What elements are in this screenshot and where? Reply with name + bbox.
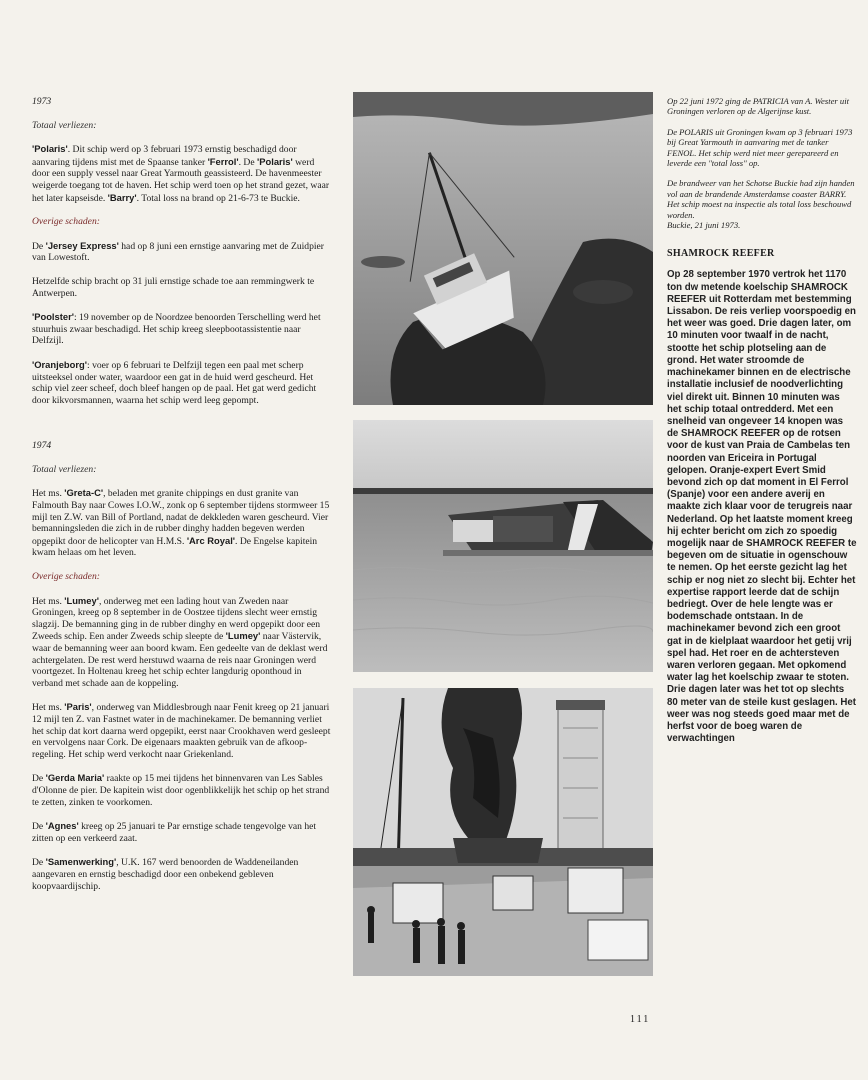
text-run: , onderweg van Middlesbrough naar Fenit kreeg op 21 januari 12 mijl ten Z. van Fastnet water in de machinekamer. De bemanning verliet het schip dat kort daarna werd opgepikt, eerst naar Crookhaven werd gesleept en vervolgens naar Cork. De eigenaars maakten gebruik van de afkoop-regeling. Het schip werd verkocht naar Griekenland.: [32, 702, 331, 760]
ship-name: 'Gerda Maria': [45, 772, 105, 784]
text-run: Het ms.: [32, 702, 65, 714]
text-run: , U.K. 167 werd benoorden de Waddeneilanden aangevaren en ernstig beschadigd door een onbekend gebleven koopvaardijschip.: [32, 857, 299, 892]
photo-patricia-grounded: [353, 92, 653, 405]
paragraph-agnes: [32, 820, 334, 844]
ship-name: 'Ferrol': [207, 155, 239, 167]
total-loss-heading-1974: Totaal verliezen:: [32, 463, 97, 475]
text-run: Het ms.: [32, 488, 65, 500]
photo-polaris-capsized: [353, 420, 653, 672]
paragraph-paris: [32, 701, 334, 760]
paragraph-poolster: [32, 311, 334, 347]
ship-name: 'Samenwerking': [45, 856, 117, 868]
text-run: naar Västervik, waar de bemanning weer aan boord kwam. Een gedeelte van de deklast werd achtergelaten. De rest werd herstuwd waarna de reis naar Groningen werd voortgezet. In Holtenau kreeg het schip echter langdurig oponthoud in verband met schade aan de koppeling.: [32, 631, 328, 689]
year-1973: 1973: [32, 96, 52, 107]
ship-name: 'Jersey Express': [45, 239, 119, 251]
paragraph-polaris: [32, 143, 334, 204]
ship-name: 'Paris': [64, 701, 92, 713]
text-run: , beladen met granite chippings en dust granite van Falmouth Bay naar Cowes I.O.W., zonk op 6 september tijdens stormweer 15 mijl ten Z.W. van Bill of Portland, nadat de dekkleden waren gescheurd. Vier bemanningsleden die zich in de rubber dinghy hadden begeven werden opgepikt door de helicopter van H.M.S.: [32, 488, 330, 547]
text-run: had op 8 juni een ernstige aanvaring met de Zuidpier van Lowestoft.: [32, 240, 324, 264]
caption-polaris: De POLARIS uit Groningen kwam op 3 februari 1973 bij Great Yarmouth in aanvaring met de tanker FENOL. Het schip werd niet meer gerepareerd en leverde een "total loss" op.: [667, 126, 853, 169]
ship-name: 'Lumey': [225, 630, 261, 642]
text-run: Het ms.: [32, 595, 65, 607]
text-run: raakte op 15 mei tijdens het binnenvaren van Les Sables d'Olonne de pier. De kapitein wist door ogenblikkelijk het schip op het strand te zetten, zinken te voorkomen.: [32, 773, 330, 808]
article-title: SHAMROCK REEFER: [667, 248, 775, 260]
ship-name: 'Arc Royal': [186, 534, 236, 546]
text-run: De: [32, 240, 46, 252]
total-loss-heading-1973: Totaal verliezen:: [32, 119, 97, 131]
text-run: . De: [238, 156, 257, 168]
left-column: [32, 96, 334, 904]
other-damage-heading-1973: Overige schaden:: [32, 216, 100, 228]
year-1974: 1974: [32, 440, 52, 452]
photo-patricia-image: [353, 92, 653, 405]
caption-barry-dateline: Buckie, 21 juni 1973.: [667, 220, 741, 231]
caption-patricia: Op 22 juni 1972 ging de PATRICIA van A. Wester uit Groningen verloren op de Algerijnse kust.: [667, 96, 849, 117]
text-run: . Total loss na brand op 21-6-73 te Buckie.: [136, 192, 300, 204]
ship-name: 'Lumey': [64, 594, 99, 606]
paragraph-gerda-maria: [32, 772, 334, 808]
ship-name: 'Barry': [107, 191, 137, 203]
paragraph-oranjeborg: [32, 359, 334, 406]
photo-polaris-image: [353, 420, 653, 672]
paragraph-lumey: [32, 595, 334, 690]
text-run: . De Engelse kapitein kwam helaas om het leven.: [32, 535, 318, 559]
text-run: , onderweg met een lading hout van Zweden naar Groningen, kreeg op 8 september in de Oostzee tijdens slecht weer ernstig slagzij. De bemanning ging in de rubber dinghy en werd opgepikt door een Zweeds schip. Een ander Zweeds schip sleepte de: [32, 595, 321, 643]
text-run: . Dit schip werd op 3 februari 1973 ernstig beschadigd door aanvaring tijdens mist met de Spaanse tanker: [32, 144, 297, 168]
right-column: [667, 96, 857, 745]
caption-barry: De brandweer van het Schotse Buckie had zijn handen vol aan de brandende Amsterdamse coaster BARRY. Het schip moest na inspectie als total loss beschouwd worden.: [667, 178, 855, 220]
paragraph-greta-c: [32, 487, 334, 559]
text-run: Hetzelfde schip bracht op 31 juli ernstige schade toe aan remmingwerk te Antwerpen.: [32, 275, 315, 299]
ship-name: 'Polaris': [32, 143, 68, 155]
text-run: kreeg op 25 januari te Par ernstige schade tengevolge van het zitten op een verkeerd zaat.: [32, 821, 317, 844]
ship-name: 'Agnes': [45, 820, 79, 832]
text-run: werd door een supply vessel naar Great Yarmouth geassisteerd. De havenmeester weigerde toegang tot de haven. Het schip werd toen op het strand gezet, waar het later kapseisde.: [32, 156, 330, 204]
ship-name: 'Greta-C': [64, 487, 104, 499]
page-number: 111: [630, 1014, 651, 1025]
paragraph-samenwerking: [32, 856, 334, 892]
text-run: : voer op 6 februari te Delfzijl tegen een paal met scherp uitsteeksel onder water, waardoor een gat in de huid werd gescheurd. Het schip viel zeer scheef, doch bleef hangen op de paal. Het gat werd gedicht door kikvorsmannen, waarna het schip werd leeg gepompt.: [32, 359, 317, 406]
other-damage-heading-1974: Overige schaden:: [32, 571, 100, 583]
text-run: De: [32, 821, 46, 833]
photo-barry-image: [353, 688, 653, 976]
ship-name: 'Oranjeborg': [32, 358, 87, 370]
text-run: De: [32, 773, 46, 785]
paragraph-jersey-express: [32, 240, 334, 264]
photo-barry-fire: [353, 688, 653, 976]
article-body: Op 28 september 1970 vertrok het 1170 ton dw metende koelschip SHAMROCK REEFER uit Rotterdam met bestemming Lissabon. De reis verliep voorspoedig en het weer was goed. Drie dagen later, om 10 minuten voor twaalf in de nacht, stootte het schip plotseling aan de grond. Het water stroomde de machinekamer binnen en de electrische installatie inclusief de noodverlichting viel direkt uit. Binnen 10 minuten was het schip totaal ontredderd. Met een snelheid van ongeveer 14 knopen was de SHAMROCK REEFER op de rotsen voor de kust van Praia de Cambelas ten noorden van Ericeira in Portugal gelopen. Oranje-expert Evert Smid bevond zich op dat moment in El Ferrol (Spanje) voor een andere averij en maakte zich klaar voor de terugreis naar Nederland. Op het laatste moment kreeg hij echter bericht om zich zo spoedig mogelijk naar de SHAMROCK REEFER te begeven om de situatie in ogenschouw te nemen. Op het eerste gezicht lag het schip er nog niet zo slecht bij. Echter het expertise rapport leerde dat de schijn bedriegt. Over de hele lengte was er bodemschade ontstaan. In de machinekamer bevond zich een groot gat in de kielplaat waardoor het getij vrij spel had. Het roer en de achtersteven waren verloren gegaan. Met opkomend water lag het koelschip zwaar te stoten. Drie dagen later was het tot op slechts 80 meter van de steile kust geslagen. Het weer was nog steeds goed maar met de herfst voor de boeg waren de verwachtingen: [667, 269, 857, 745]
paragraph-same-ship: [32, 276, 334, 299]
text-run: : 19 november op de Noordzee benoorden Terschelling werd het stuurhuis zwaar beschadigd. Het schip kreeg sleepbootassistentie naar Delfzijl.: [32, 312, 321, 347]
text-run: De: [32, 857, 46, 869]
ship-name: 'Polaris': [257, 155, 293, 167]
ship-name: 'Poolster': [32, 311, 74, 323]
